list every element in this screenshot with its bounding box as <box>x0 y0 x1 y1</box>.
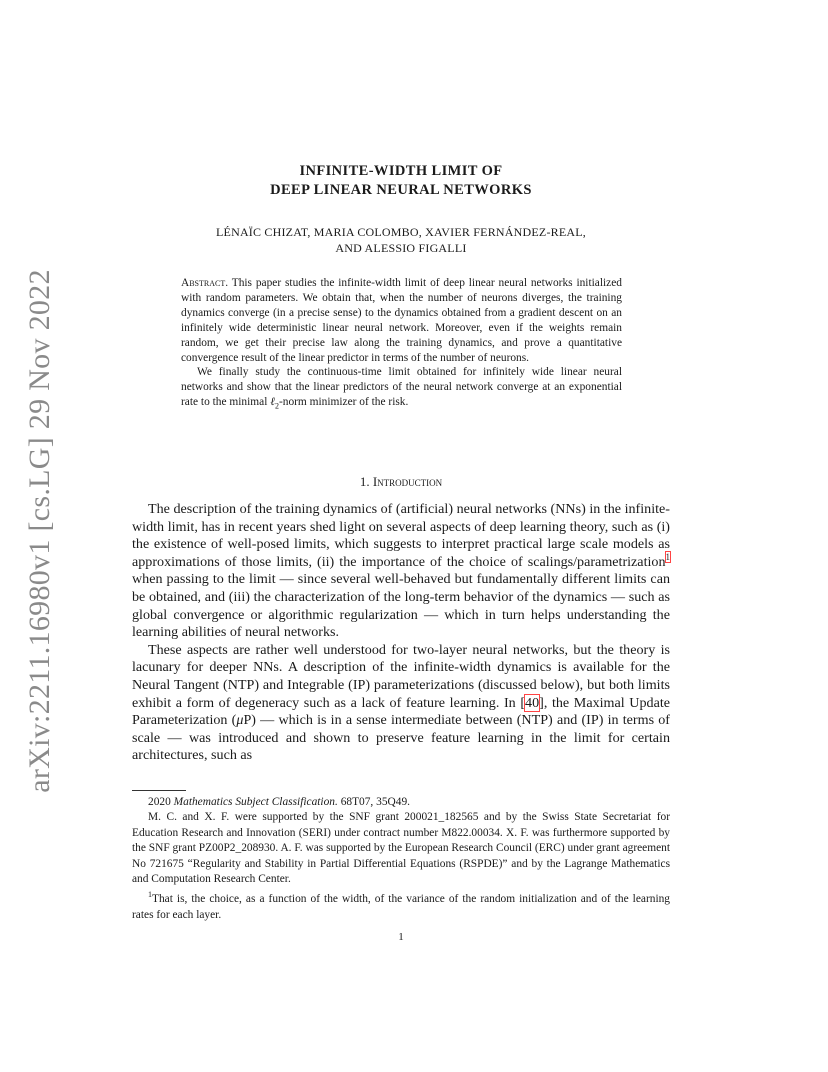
footnote-1 <box>132 887 670 923</box>
footnote-1-link[interactable]: 1 <box>665 551 670 562</box>
ell-subscript: 2 <box>274 401 279 411</box>
section-heading-introduction <box>132 474 670 490</box>
introduction-body <box>132 501 670 765</box>
arxiv-id-text: arXiv:2211.16980v1 [cs.LG] 29 Nov 2022 <box>23 268 56 793</box>
funding-acknowledgement: M. C. and X. F. were supported by the SNF grant 200021_182565 and by the Swiss State Secretariat for Education Research and Innovation (SERI) under contract number M822.00034. X. F. was furthermore supported by the SNF grant PZ00P2_208930. A. F. was supported by the European Research Council (ERC) under grant agreement No 721675 “Regularity and Stability in Partial Differential Equations (RSPDE)” and by the Lagrange Mathematics and Computation Research Center. <box>132 811 670 886</box>
intro-paragraph-1 <box>132 501 670 642</box>
authors-line-2: AND ALESSIO FIGALLI <box>335 241 467 255</box>
intro-p2-text-a: These aspects are rather well understood for two-layer neural networks, but the theory is lacunary for deeper NNs. A description of the infinite-width dynamics is available for the Neural Tangent (NTP) and Integrable (IP) parameterizations (discussed below), but both limits exhibit a form of degeneracy such as a lack of feature learning. In [ <box>132 641 670 711</box>
authors-line-1: LÉNAÏC CHIZAT, MARIA COLOMBO, XAVIER FERNÁNDEZ-REAL, <box>216 225 586 239</box>
abstract-paragraph-1 <box>181 276 622 365</box>
msc-codes: 68T07, 35Q49. <box>337 796 410 808</box>
abstract-text-1: This paper studies the infinite-width limit of deep linear neural networks initialized with random parameters. We obtain that, when the number of neurons diverges, the training dynamics converge (in a precise sense) to the dynamics obtained from a gradient descent on an infinitely wide deterministic linear neural network. Moreover, even if the weights remain random, we get their precise law along the training dynamics, and prove a quantitative convergence result of the linear predictor in terms of the number of neurons. <box>181 277 622 364</box>
mu-symbol: μ <box>236 712 244 729</box>
section-title: Introduction <box>372 474 443 489</box>
citation-40-link[interactable]: 40 <box>525 694 540 711</box>
page-number: 1 <box>398 931 404 943</box>
abstract-label: Abstract. <box>181 277 229 289</box>
intro-paragraph-2 <box>132 642 670 765</box>
arxiv-identifier-sidebar <box>20 268 60 793</box>
author-list <box>132 224 670 256</box>
abstract-text-2a: We finally study the continuous-time limit obtained for infinitely wide linear neural networks and show that the linear predictors of the neural network converge at an exponential rate to the minimal <box>181 366 622 409</box>
title-line-1: INFINITE-WIDTH LIMIT OF <box>299 163 503 179</box>
abstract-text-2b: -norm minimizer of the risk. <box>278 396 409 409</box>
section-number: 1. <box>359 474 370 489</box>
footnote-1-text: That is, the choice, as a function of the width, of the variance of the random initialization and of the learning rates for each layer. <box>132 893 670 921</box>
footnote-1-mark: 1 <box>148 890 152 900</box>
footnotes <box>132 795 670 923</box>
ell-symbol: ℓ <box>270 396 275 409</box>
footnote-divider <box>132 790 186 791</box>
paper-title <box>132 162 670 200</box>
intro-p1-text-b: when passing to the limit — since several well-behaved but fundamentally different limits can be obtained, and (iii) the characterization of the long-term behavior of the dynamics — such as global convergence or algorithmic regularization — which in turn helps understanding the learning abilities of neural networks. <box>132 571 670 641</box>
intro-p2-text-b: ], the Maximal Update Parameterization ( <box>132 694 670 729</box>
title-line-2: DEEP LINEAR NEURAL NETWORKS <box>270 182 532 198</box>
intro-p1-text-a: The description of the training dynamics of (artificial) neural networks (NNs) in the infinite-width limit, has in recent years shed light on several aspects of deep learning theory, such as (i) the existence of well-posed limits, which suggests to interpret practical large scale models as approximations of those limits, (ii) the importance of the choice of scalings/parametrization <box>132 501 670 570</box>
abstract-paragraph-2 <box>181 365 622 414</box>
msc-year: 2020 <box>148 796 174 808</box>
intro-p2-text-c: P) — which is in a sense intermediate between (NTP) and (IP) in terms of scale — was introduced and shown to preserve feature learning in the limit for certain architectures, such as <box>132 712 670 764</box>
msc-classification <box>132 795 670 810</box>
abstract <box>181 276 622 414</box>
msc-label: Mathematics Subject Classification. <box>173 796 338 808</box>
